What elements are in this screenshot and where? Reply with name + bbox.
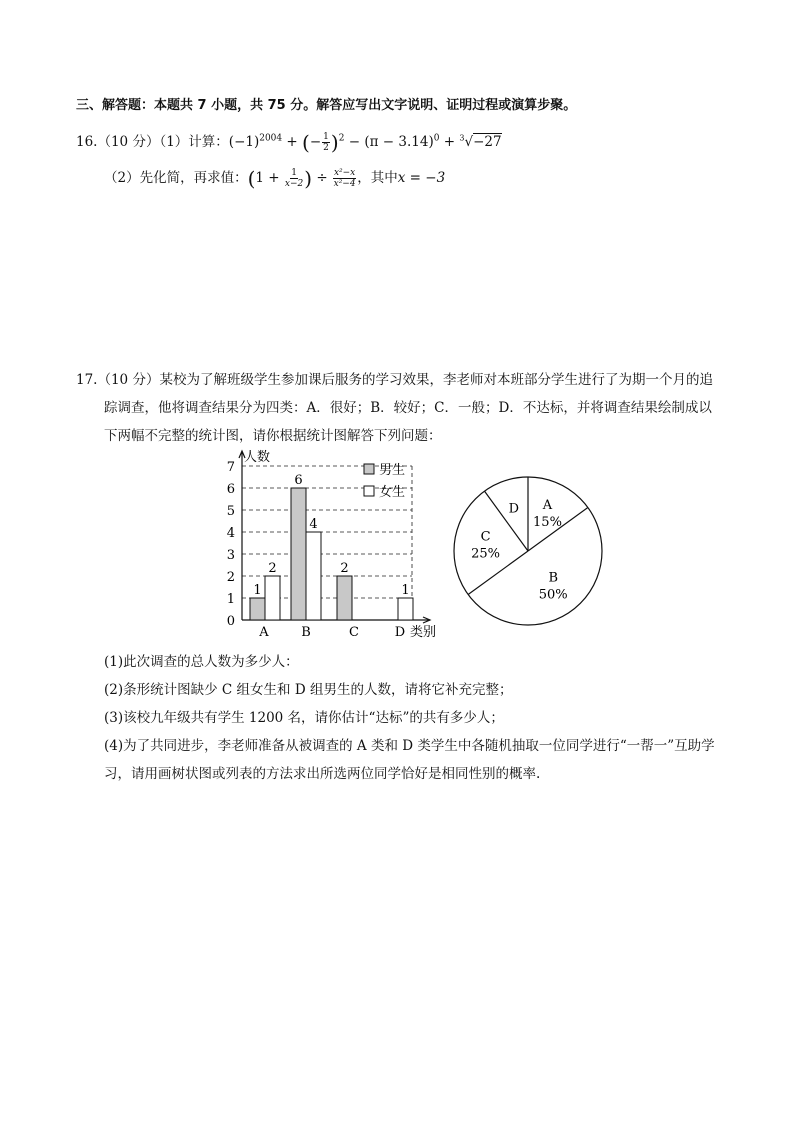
- bar-B-男生: [291, 488, 306, 620]
- pie-slice-A-percent: 15%: [533, 514, 562, 530]
- q17-question-4: (4)为了共同进步，李老师准备从被调查的 A 类和 D 类学生中各随机抽取一位同学进行“一帮一”互助学: [104, 738, 715, 754]
- cube-root-sign: √: [464, 134, 474, 150]
- x-tick-label: A: [259, 625, 269, 640]
- q17-question-1: (1)此次调查的总人数为多少人：: [104, 654, 299, 670]
- y-tick-label: 7: [226, 460, 235, 475]
- q16-part1: [76, 130, 502, 155]
- q17-question-4-cont: 习，请用画树状图或列表的方法求出所选两位同学恰好是相同性别的概率.: [104, 766, 541, 782]
- bar-value-label: 2: [268, 561, 277, 576]
- q16-part2-expression: (1 + $\frac{1}{x-2}$ ) ÷ $\frac{\text{x²−x}}{\text{x²−4}}$: [247, 166, 356, 191]
- bar-value-label: 1: [253, 583, 262, 598]
- bar-value-label: 4: [309, 517, 318, 532]
- q17-line2: 踪调查，他将调查结果分为四类：A．很好；B．较好；C．一般；D．不达标，并将调查结果绘制成以: [104, 400, 712, 416]
- legend-swatch: [364, 486, 374, 496]
- pie-slice-C-label: C: [480, 529, 491, 545]
- y-tick-label: 1: [226, 592, 235, 607]
- section-header: 三、解答题：本题共 7 小题，共 75 分。解答应写出文字说明、证明过程或演算步聚。: [76, 98, 577, 113]
- bar-B-女生: [306, 532, 321, 620]
- bar-A-男生: [250, 598, 265, 620]
- q16-number: 16.（10 分）: [76, 134, 160, 150]
- bar-D-女生: [398, 598, 413, 620]
- legend-label: 男生: [379, 463, 406, 478]
- q17-question-2: (2)条形统计图缺少 C 组女生和 D 组男生的人数，请将它补充完整；: [104, 682, 513, 698]
- pie-slice-B-percent: 50%: [538, 587, 568, 603]
- y-axis-label: 人数: [244, 450, 271, 465]
- pie-slice-B-label: B: [548, 570, 559, 586]
- pie-chart: [443, 466, 613, 636]
- y-tick-label: 5: [226, 504, 235, 519]
- q16-part2-label: （2）先化简，再求值：: [104, 170, 248, 186]
- q17-question-3: (3)该校九年级共有学生 1200 名，请你估计“达标”的共有多少人；: [104, 710, 504, 726]
- q17-line3: 下两幅不完整的统计图，请你根据统计图解答下列问题：: [104, 428, 442, 444]
- x-tick-label: D: [394, 625, 406, 640]
- x-tick-label: C: [349, 625, 359, 640]
- pie-slice-D-label: D: [508, 501, 520, 517]
- pie-slice-C-percent: 25%: [471, 546, 501, 562]
- y-tick-label: 6: [226, 482, 235, 497]
- bar-chart: [216, 448, 456, 648]
- bar-value-label: 2: [340, 561, 349, 576]
- legend-label: 女生: [379, 485, 406, 500]
- x-axis-label: 类别: [410, 625, 437, 640]
- y-tick-label: 4: [226, 526, 235, 541]
- y-tick-label: 0: [226, 614, 235, 629]
- q17-line1: 17.（10 分）某校为了解班级学生参加课后服务的学习效果，李老师对本班部分学生进行了为期一个月的追: [76, 372, 713, 388]
- q16-part1-expression: $(-1)^{2004}$ + (− $\frac{1}{2}$ )$^2 - (\pi - 3.14)^0 + ^3√-27$: [228, 130, 502, 155]
- bar-A-女生: [265, 576, 280, 620]
- pie-slice-A-label: A: [542, 497, 553, 513]
- q16-part2: （2）先化简，再求值：(1 + $\frac{1}{x-2}$ ) ÷ $\frac{\text{x²−x}}{\text{x²−4}}$ ，其中x = −3: [104, 166, 446, 191]
- y-tick-label: 3: [226, 548, 235, 563]
- y-tick-label: 2: [226, 570, 235, 585]
- q16-part1-label: （1）计算：: [159, 134, 229, 150]
- bar-value-label: 6: [294, 473, 303, 488]
- bar-C-男生: [337, 576, 352, 620]
- x-tick-label: B: [301, 625, 311, 640]
- legend-swatch: [364, 464, 374, 474]
- bar-value-label: 1: [401, 583, 410, 598]
